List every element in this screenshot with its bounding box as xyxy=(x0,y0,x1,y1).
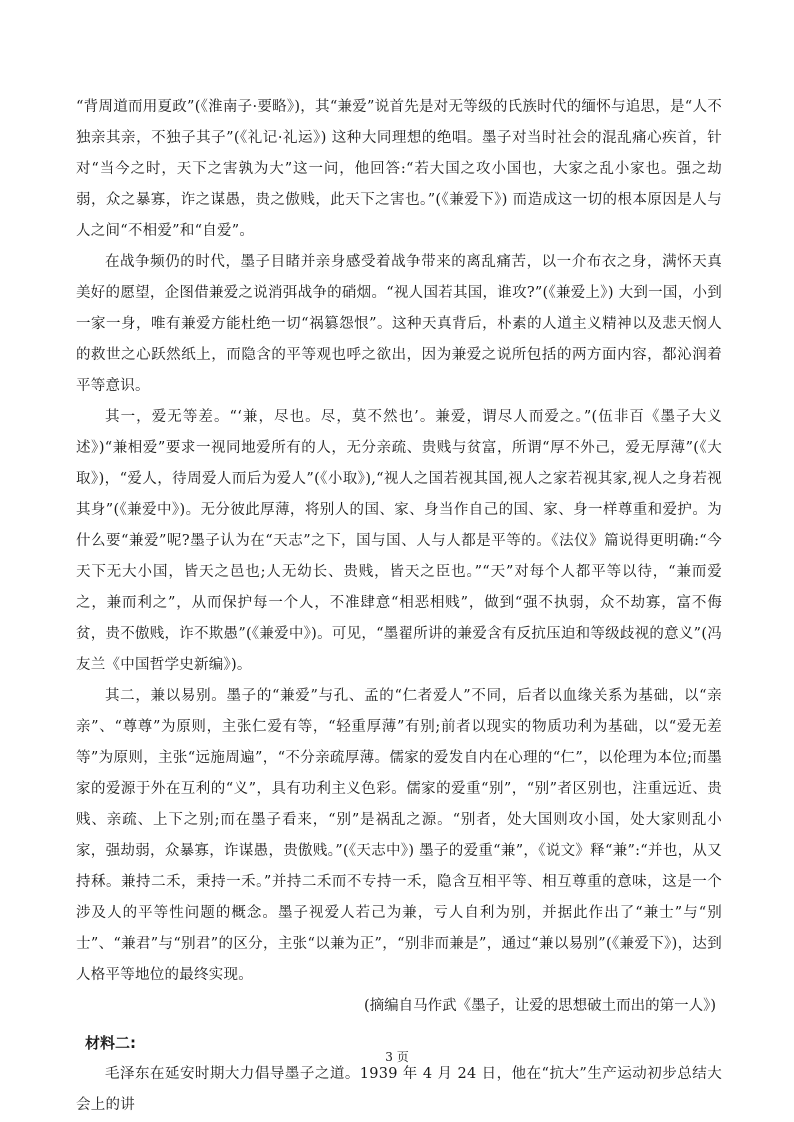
paragraph-1: “背周道而用夏政”(《淮南子·要略》)，其“兼爱”说首先是对无等级的氏族时代的缅怀与追思，是“人不独亲其亲，不独子其子”(《礼记·礼运》) 这种大同理想的绝唱。墨子对当时社会的混乱痛心疾首，针对“当今之时，天下之害孰为大”这一问，他回答:“若大国之攻小国也，大家之乱小家也。强之劫弱，众之暴寡，诈之谋愚，贵之傲贱，此天下之害也。”(《兼爱下》) 而造成这一切的根本原因是人与人之间“不相爱”和“自爱”。 xyxy=(76,99,722,239)
paragraph-4: 其二，兼以易别。墨子的“兼爱”与孔、孟的“仁者爱人”不同，后者以血缘关系为基础，以“亲亲”、“尊尊”为原则，主张仁爱有等，“轻重厚薄”有别;前者以现实的物质功利为基础，以“爱无差等”为原则，主张“远施周遍”，“不分亲疏厚薄。儒家的爱发自内在心理的“仁”，以伦理为本位;而墨家的爱源于外在互利的“义”，具有功利主义色彩。儒家的爱重“别”，“别”者区别也，注重远近、贵贱、亲疏、上下之别;而在墨子看来，“别”是祸乱之源。“别者，处大国则攻小国，处大家则乱小家，强劫弱，众暴寡，诈谋愚，贵傲贱。”(《天志中》) 墨子的爱重“兼”，《说文》释“兼”:“并也，从又持秝。兼持二禾，秉持一禾。”并持二禾而不专持一禾，隐含互相平等、相互尊重的意味，这是一个涉及人的平等性问题的概念。墨子视爱人若己为兼，亏人自利为别，并据此作出了“兼士”与“别士”、“兼君”与“别君”的区分，主张“以兼为正”，“别非而兼是”，通过“兼以易别”(《兼爱下》)，达到人格平等地位的最终实现。 xyxy=(76,688,722,983)
paragraph-2: 在战争频仍的时代，墨子目睹并亲身感受着战争带来的离乱痛苦，以一介布衣之身，满怀天真美好的愿望，企图借兼爱之说消弭战争的硝烟。“视人国若其国，谁攻?”(《兼爱上》) 大到一国，小到一家一身，唯有兼爱方能杜绝一切“祸篡怨恨”。这种天真背后，朴素的人道主义精神以及悲天悯人的救世之心跃然纸上，而隐含的平等观也呼之欲出，因为兼爱之说所包括的两方面内容，都沁润着平等意识。 xyxy=(76,254,722,394)
section-heading: 材料二: xyxy=(85,1034,136,1052)
source-citation: (摘编自马作武《墨子，让爱的思想破土而出的第一人》) xyxy=(363,998,716,1014)
document-body xyxy=(76,92,722,1121)
paragraph-3: 其一，爱无等差。“‘兼，尽也。尽，莫不然也’。兼爱，谓尽人而爱之。”(伍非百《墨子大义述》)“兼相爱”要求一视同地爱所有的人，无分亲疏、贵贱与贫富，所谓“厚不外己，爱无厚薄”(《大取》)，“爱人，待周爱人而后为爱人”(《小取》),“视人之国若视其国,视人之家若视其家,视人之身若视其身”(《兼爱中》)。无分彼此厚薄，将别人的国、家、身当作自己的国、家、身一样尊重和爱护。为什么要“兼爱”呢?墨子认为在“天志”之下，国与国、人与人都是平等的。《法仪》篇说得更明确:“今天下无大小国，皆天之邑也;人无幼长、贵贱，皆天之臣也。”“天”对每个人都平等以待，“兼而爱之，兼而利之”，从而保护每一个人，不准肆意“相恶相贱”，做到“强不执弱，众不劫寡，富不侮贫，贵不傲贱，诈不欺愚”(《兼爱中》)。可见，“墨翟所讲的兼爱含有反抗压迫和等级歧视的意义”(冯友兰《中国哲学史新编》)。 xyxy=(76,409,722,673)
paragraph-5: 毛泽东在延安时期大力倡导墨子之道。1939 年 4 月 24 日，他在“抗大”生产运动初步总结大会上的讲 xyxy=(76,1066,722,1113)
page-number: 3 页 xyxy=(385,1050,409,1064)
